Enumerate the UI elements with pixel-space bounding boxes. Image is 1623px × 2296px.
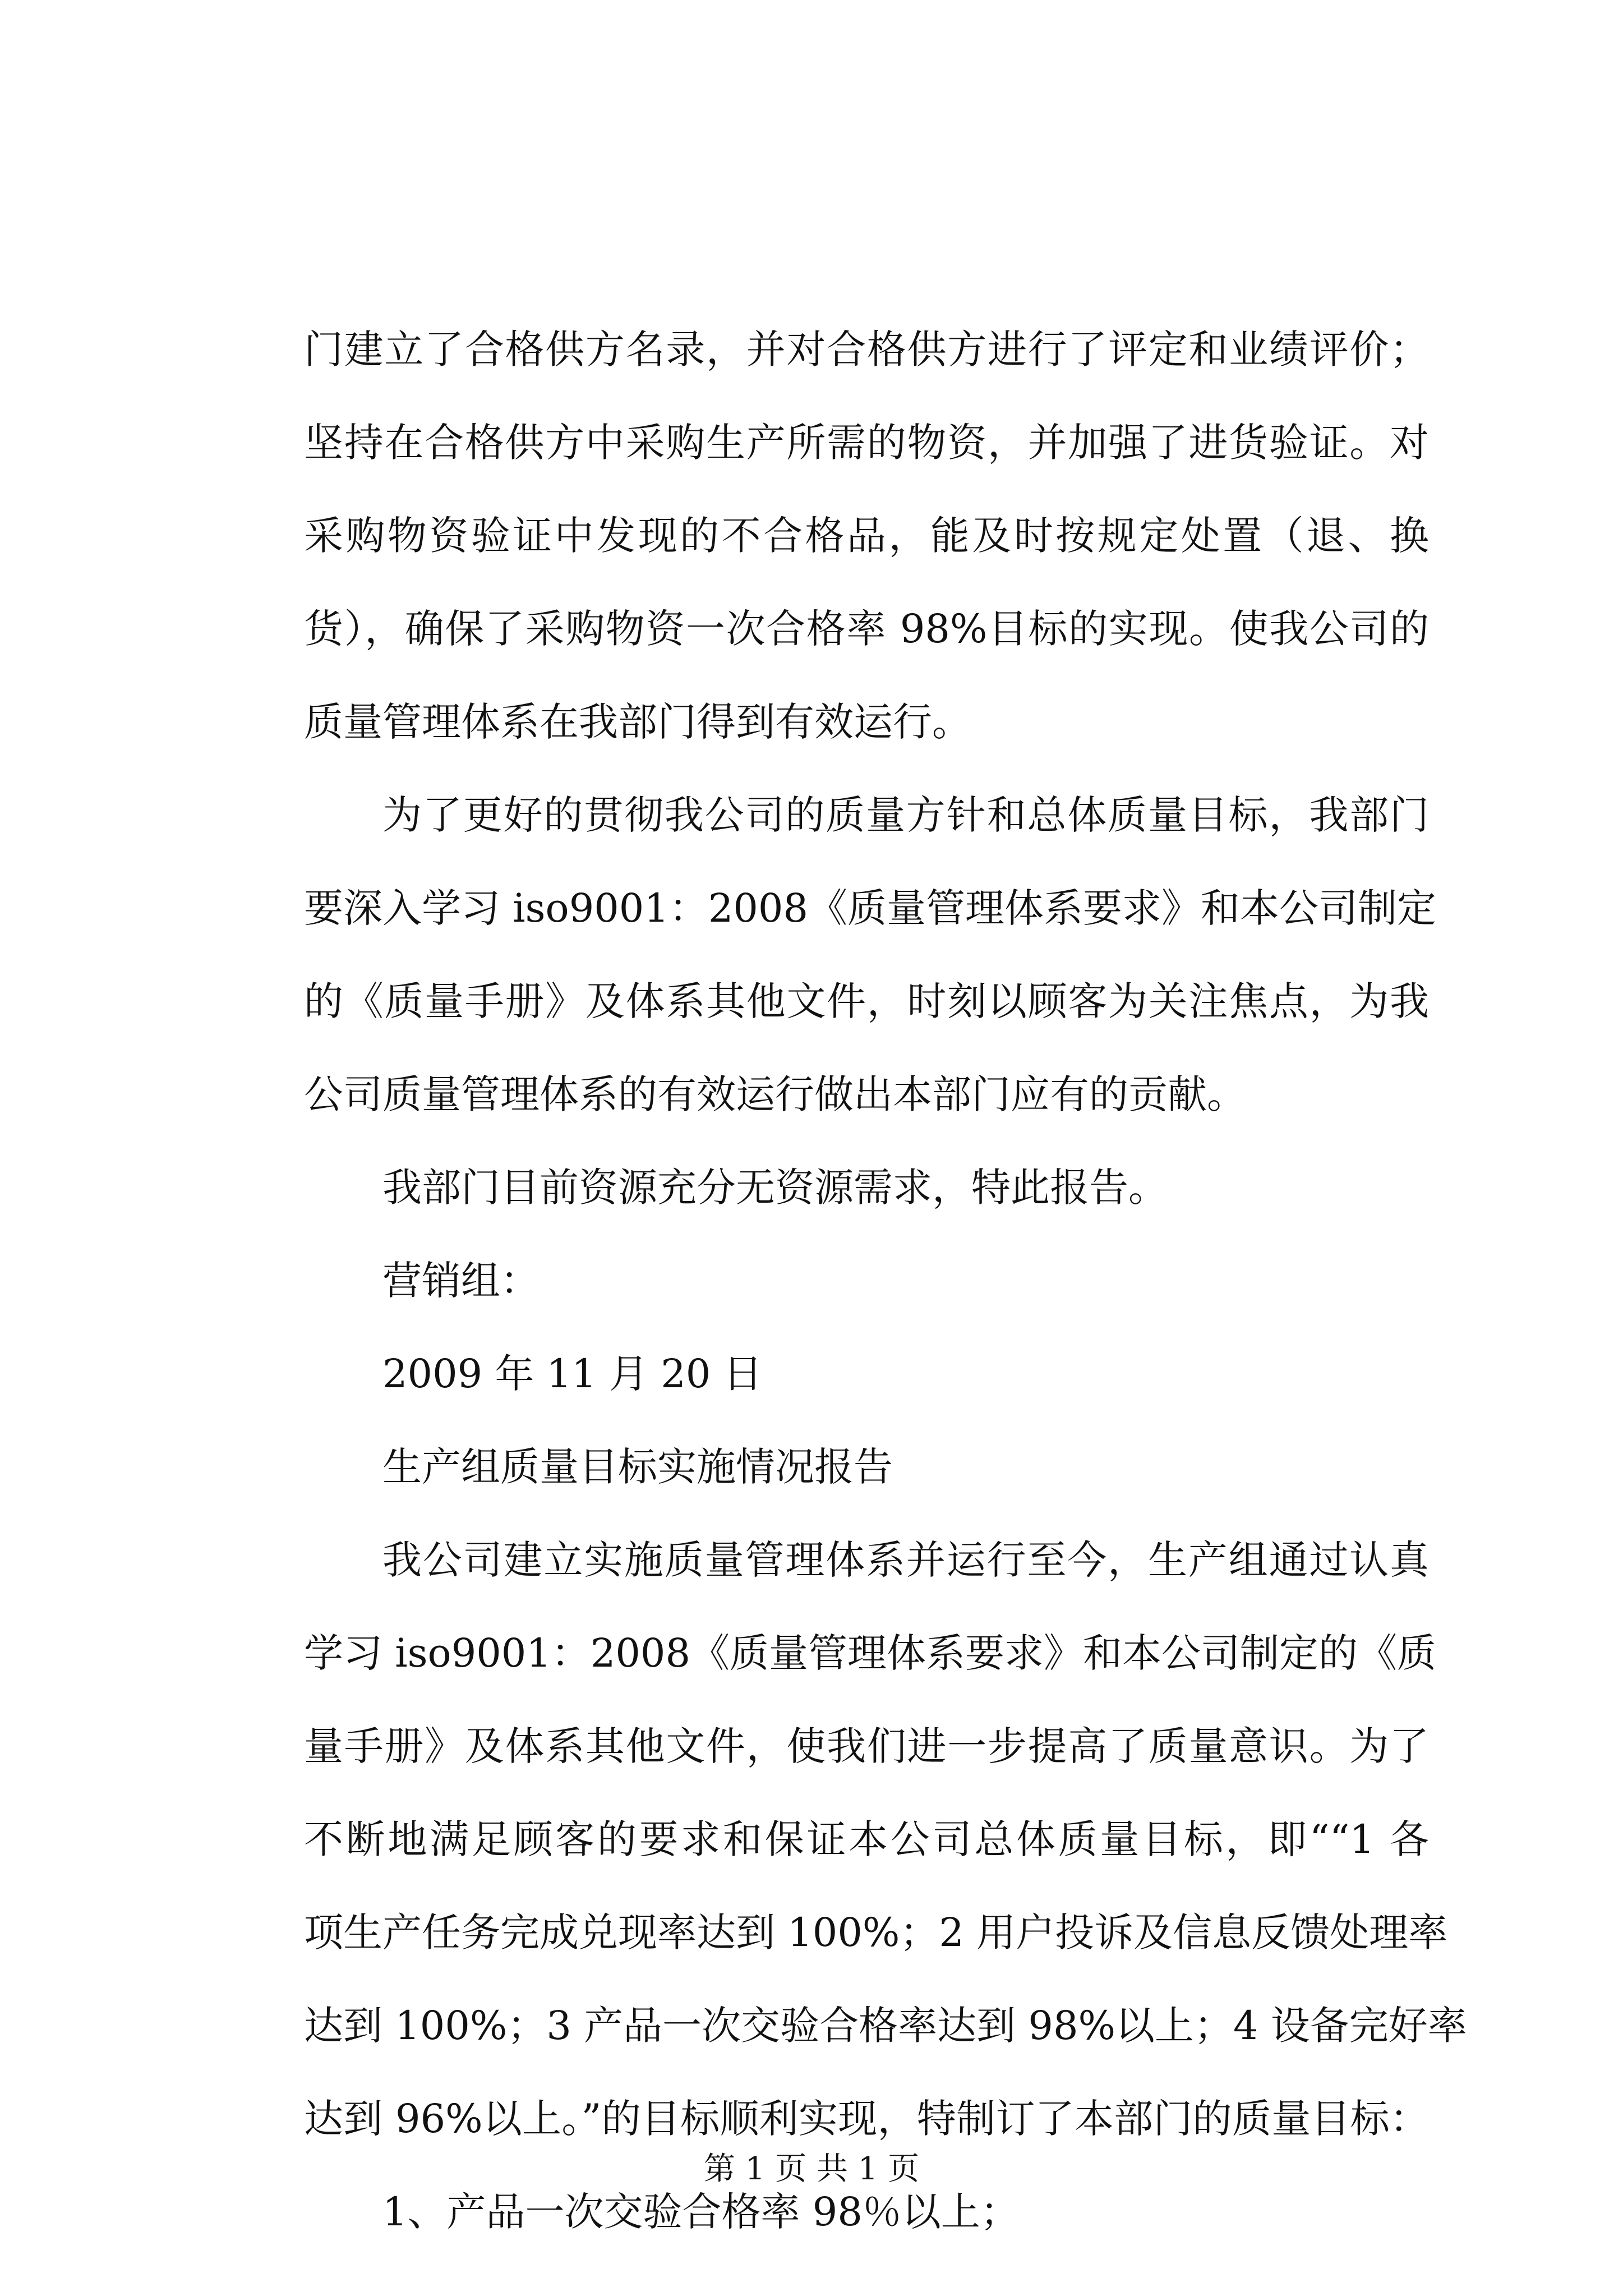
text-line: 营销组： [382, 1258, 540, 1304]
text-line: 达到 96%以上。”的目标顺利实现，特制订了本部门的质量目标： [304, 2096, 1429, 2142]
text-line: 为了更好的贯彻我公司的质量方针和总体质量目标，我部门 [382, 792, 1429, 838]
text-line: 坚持在合格供方中采购生产所需的物资，并加强了进货验证。对 [304, 420, 1429, 466]
page-footer: 第 1 页 共 1 页 [703, 2151, 920, 2187]
section-title: 生产组质量目标实施情况报告 [382, 1444, 893, 1490]
text-line: 门建立了合格供方名录，并对合格供方进行了评定和业绩评价； [304, 326, 1429, 372]
text-line: 我部门目前资源充分无资源需求，特此报告。 [382, 1165, 1168, 1211]
text-line: 2009 年 11 月 20 日 [382, 1351, 763, 1397]
text-line: 学习 iso9001：2008《质量管理体系要求》和本公司制定的《质 [304, 1630, 1436, 1676]
document-body [304, 303, 1467, 2258]
text-line: 货），确保了采购物资一次合格率 98%目标的实现。使我公司的 [304, 606, 1429, 652]
text-line: 不断地满足顾客的要求和保证本公司总体质量目标，即““1 各 [304, 1816, 1429, 1862]
text-line: 达到 100%；3 产品一次交验合格率达到 98%以上；4 设备完好率 [304, 2003, 1467, 2049]
text-line: 我公司建立实施质量管理体系并运行至今，生产组通过认真 [382, 1537, 1429, 1583]
text-line: 项生产任务完成兑现率达到 100%；2 用户投诉及信息反馈处理率 [304, 1910, 1448, 1955]
text-line: 质量管理体系在我部门得到有效运行。 [304, 699, 971, 745]
text-line: 要深入学习 iso9001：2008《质量管理体系要求》和本公司制定 [304, 885, 1436, 931]
text-line: 的《质量手册》及体系其他文件，时刻以顾客为关注焦点，为我 [304, 978, 1429, 1024]
text-line: 公司质量管理体系的有效运行做出本部门应有的贡献。 [304, 1071, 1246, 1117]
text-line: 量手册》及体系其他文件，使我们进一步提高了质量意识。为了 [304, 1723, 1429, 1769]
list-item: 1、产品一次交验合格率 98％以上； [382, 2189, 1020, 2235]
text-line: 采购物资验证中发现的不合格品，能及时按规定处置（退、换 [304, 513, 1429, 559]
